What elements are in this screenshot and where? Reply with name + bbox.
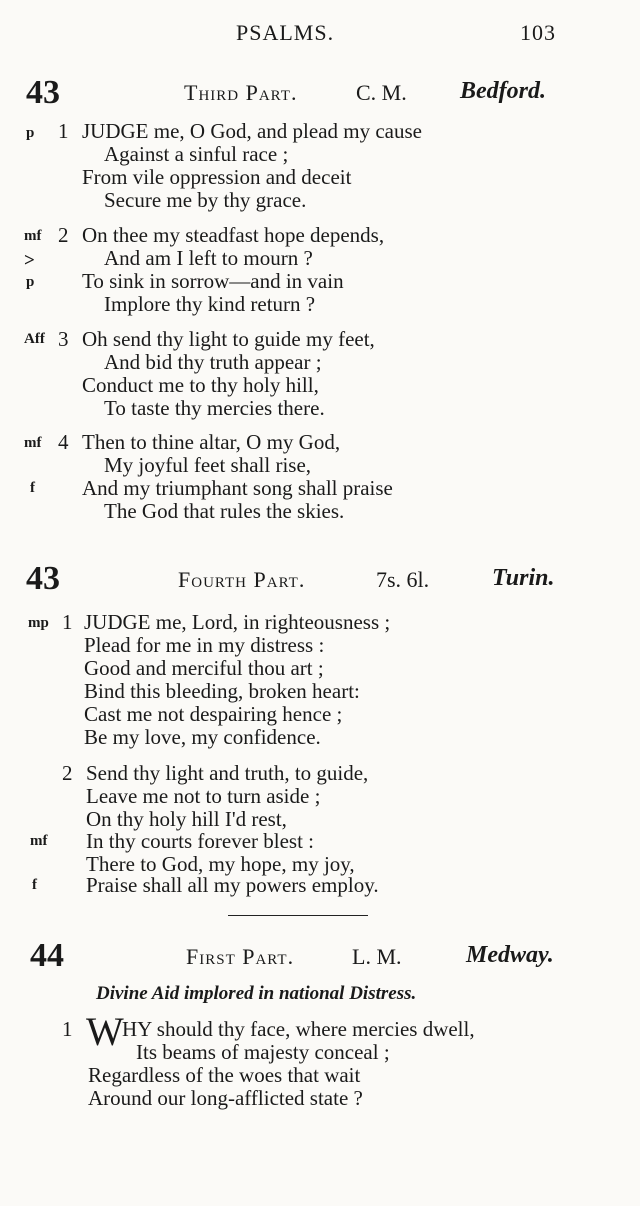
hymn-line: The God that rules the skies. xyxy=(104,499,345,523)
dynamic-mark: mp xyxy=(28,615,49,631)
drop-cap: W xyxy=(86,1009,124,1054)
hymn-line: HY should thy face, where mercies dwell, xyxy=(122,1017,475,1041)
dynamic-mark: p xyxy=(26,274,35,290)
section-divider xyxy=(228,915,368,916)
hymn-meter: C. M. xyxy=(356,80,407,105)
hymn-line: Send thy light and truth, to guide, xyxy=(86,761,369,785)
verse-number: 2 xyxy=(58,223,69,247)
hymn-line: To taste thy mercies there. xyxy=(104,396,325,420)
hymn-line: Secure me by thy grace. xyxy=(104,188,307,212)
hymn-part: Third Part. xyxy=(184,80,298,105)
hymn-line: And my triumphant song shall praise xyxy=(82,476,393,500)
dynamic-mark: f xyxy=(32,877,37,893)
hymn-number: 44 xyxy=(30,937,64,974)
dynamic-mark: f xyxy=(30,480,35,496)
hymn-number: 43 xyxy=(26,74,60,111)
hymn-line: Praise shall all my powers employ. xyxy=(86,873,379,897)
page-number: 103 xyxy=(520,20,556,45)
hymn-line: Be my love, my confidence. xyxy=(84,725,321,749)
hymn-tune: Bedford. xyxy=(460,78,546,104)
hymn-line: Around our long-afflicted state ? xyxy=(88,1086,363,1110)
hymn-line: Regardless of the woes that wait xyxy=(88,1063,361,1087)
hymn-line: Then to thine altar, O my God, xyxy=(82,430,341,454)
dynamic-mark: p xyxy=(26,125,35,141)
dynamic-mark: mf xyxy=(30,833,48,849)
verse-number: 3 xyxy=(58,327,69,351)
hymn-line: And am I left to mourn ? xyxy=(104,246,313,270)
hymn-meter: 7s. 6l. xyxy=(376,567,430,592)
hymn-line: To sink in sorrow—and in vain xyxy=(82,269,344,293)
hymn-part: First Part. xyxy=(186,944,295,969)
running-title: PSALMS. xyxy=(236,20,335,45)
verse-number: 2 xyxy=(62,761,73,785)
dynamic-mark: Aff xyxy=(24,331,45,347)
hymn-line: Good and merciful thou art ; xyxy=(84,656,324,680)
hymn-line: On thee my steadfast hope depends, xyxy=(82,223,385,247)
hymn-line: JUDGE me, Lord, in righteousness ; xyxy=(84,610,391,634)
hymn-line: From vile oppression and deceit xyxy=(82,165,352,189)
hymn-line: Implore thy kind return ? xyxy=(104,292,316,316)
verse-number: 4 xyxy=(58,430,69,454)
dynamic-mark: mf xyxy=(24,228,42,244)
hymn-line: Its beams of majesty conceal ; xyxy=(136,1040,390,1064)
hymn-line: Bind this bleeding, broken heart: xyxy=(84,679,360,703)
hymn-line: JUDGE me, O God, and plead my cause xyxy=(82,119,422,143)
hymn-line: Against a sinful race ; xyxy=(104,142,289,166)
hymn-tune: Medway. xyxy=(466,942,554,968)
verse-number: 1 xyxy=(62,1017,73,1041)
hymn-line: Cast me not despairing hence ; xyxy=(84,702,343,726)
hymn-tune: Turin. xyxy=(492,565,555,591)
hymn-subtitle: Divine Aid implored in national Distress. xyxy=(96,983,417,1004)
verse-number: 1 xyxy=(58,119,69,143)
hymn-line: And bid thy truth appear ; xyxy=(104,350,322,374)
hymn-line: There to God, my hope, my joy, xyxy=(86,852,355,876)
dynamic-mark: mf xyxy=(24,435,42,451)
hymn-line: Conduct me to thy holy hill, xyxy=(82,373,319,397)
hymn-number: 43 xyxy=(26,560,60,597)
hymn-line: Plead for me in my distress : xyxy=(84,633,325,657)
accent-mark: > xyxy=(24,250,35,271)
hymn-line: On thy holy hill I'd rest, xyxy=(86,807,287,831)
verse-number: 1 xyxy=(62,610,73,634)
hymn-line: Oh send thy light to guide my feet, xyxy=(82,327,375,351)
hymn-line: In thy courts forever blest : xyxy=(86,829,315,853)
hymn-part: Fourth Part. xyxy=(178,567,306,592)
hymn-line: My joyful feet shall rise, xyxy=(104,453,312,477)
hymn-line: Leave me not to turn aside ; xyxy=(86,784,321,808)
hymn-meter: L. M. xyxy=(352,944,402,969)
